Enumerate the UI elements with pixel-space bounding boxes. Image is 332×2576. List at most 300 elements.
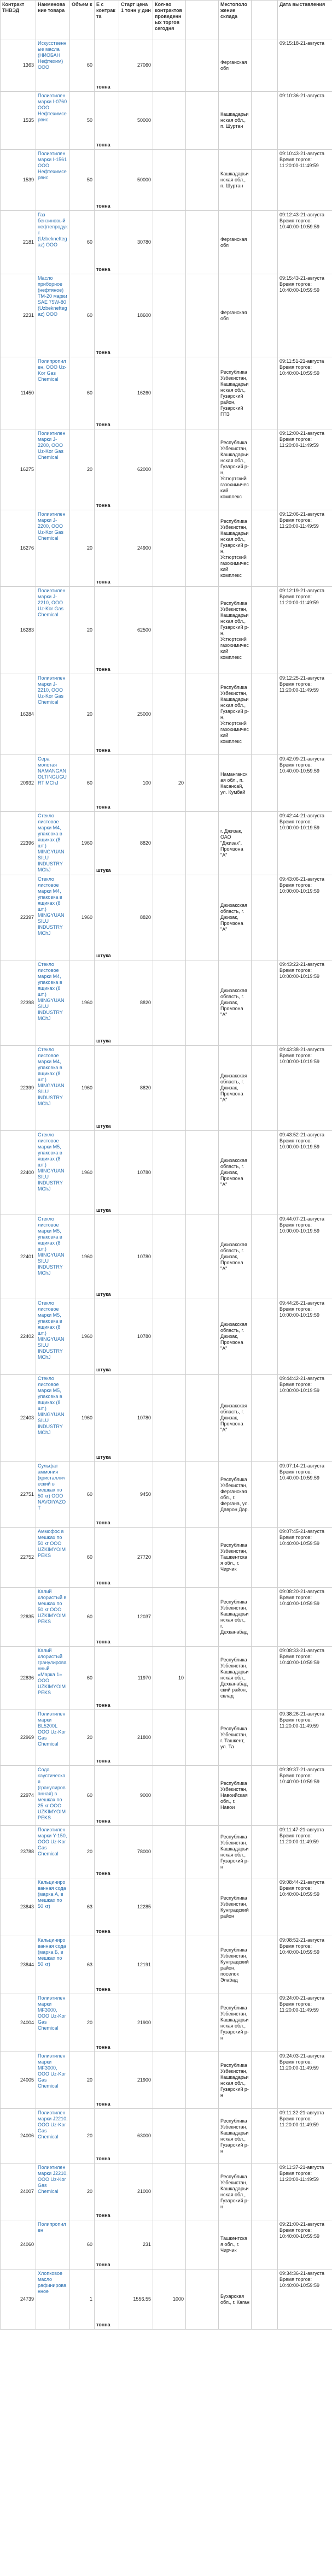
contract-cell: 2231 xyxy=(1,274,36,357)
date-cell: 09:43:06-21-августа Время торгов: 10:00:00-10:19:59 xyxy=(278,875,332,960)
place-cell: Республика Узбекистан, Ташкентская обл., г. Чирчик xyxy=(219,1528,252,1588)
product-name-link[interactable] xyxy=(36,1462,70,1528)
product-name-link[interactable] xyxy=(36,1046,70,1131)
unit-cell: тонна xyxy=(95,1462,119,1528)
empty-cell xyxy=(186,1299,219,1375)
price-cell: 12191 xyxy=(119,1936,153,1994)
price-cell: 78000 xyxy=(119,1826,153,1878)
contract-cell: 22751 xyxy=(1,1462,36,1528)
table-row xyxy=(1,510,332,587)
product-name-link[interactable] xyxy=(36,812,70,875)
product-name-link[interactable] xyxy=(36,2220,70,2270)
table-row xyxy=(1,1710,332,1766)
empty-cell-2 xyxy=(252,1046,278,1131)
price-cell: 21800 xyxy=(119,1710,153,1766)
product-name-link[interactable] xyxy=(36,1528,70,1588)
place-cell: Наманганская обл., п. Касансай, ул. Кумбай xyxy=(219,755,252,812)
product-name[interactable]: Искусственные масла (НИОБАН Нефтехим) ООО xyxy=(38,40,67,70)
product-name-link[interactable] xyxy=(36,2164,70,2220)
price-cell: 27720 xyxy=(119,1528,153,1588)
date-cell: 09:42:09-21-августа Время торгов: 10:40:00-10:59:59 xyxy=(278,755,332,812)
empty-cell-2 xyxy=(252,1994,278,2052)
product-name[interactable]: Стекло листовое марки М5, упаковка в ящиках (8 шт.) MINGYUAN SILU INDUSTRY MChJ xyxy=(38,1132,65,1192)
product-name[interactable]: Полиэтилен марки J-2210, ООО Uz-Kor Gas Chemical xyxy=(38,675,66,705)
date-cell: 09:08:52-21-августа Время торгов: 10:40:00-10:59:59 xyxy=(278,1936,332,1994)
volume-cell: 50 xyxy=(70,150,95,211)
price-cell: 8820 xyxy=(119,1046,153,1131)
place-cell: Республика Узбекистан, Кунградский район xyxy=(219,1878,252,1936)
unit-cell: тонна xyxy=(95,1936,119,1994)
count-cell xyxy=(153,1375,186,1462)
product-name[interactable]: Стекло листовое марки М4, упаковка в ящиках (8 шт.) MINGYUAN SILU INDUSTRY MChJ xyxy=(38,1047,65,1106)
product-name-link[interactable] xyxy=(36,211,70,274)
place-cell: Джизакская область, г. Джизак, Промзона "А" xyxy=(219,1215,252,1299)
empty-cell-2 xyxy=(252,674,278,755)
date-cell: 09:07:14-21-августа Время торгов: 10:40:00-10:59:59 xyxy=(278,1462,332,1528)
date-cell: 09:10:36-21-августа xyxy=(278,92,332,150)
count-cell xyxy=(153,92,186,150)
product-name[interactable]: Кальцинированная сода (марка А, в мешках по 50 кг) xyxy=(38,1879,66,1909)
place-cell: г. Джизак, ОАО "Джизак", Промзона "А" xyxy=(219,812,252,875)
contract-cell: 16276 xyxy=(1,510,36,587)
date-cell: 09:12:06-21-августа Время торгов: 11:20:00-11:49:59 xyxy=(278,510,332,587)
empty-cell xyxy=(186,1826,219,1878)
empty-cell-2 xyxy=(252,211,278,274)
date-cell: 09:15:18-21-августа xyxy=(278,39,332,92)
volume-cell: 20 xyxy=(70,429,95,510)
unit-cell: тонна xyxy=(95,2270,119,2330)
product-name[interactable]: Газ бензиновый нефтепродукт (Uzbekneftegaz) ООО xyxy=(38,212,68,247)
table-row xyxy=(1,274,332,357)
contract-cell: 16275 xyxy=(1,429,36,510)
header-date: Дата выставления xyxy=(278,1,332,39)
contract-cell: 22402 xyxy=(1,1299,36,1375)
empty-cell xyxy=(186,2052,219,2109)
price-cell: 9450 xyxy=(119,1462,153,1528)
date-cell: 09:34:36-21-августа Время торгов: 10:40:00-10:59:59 xyxy=(278,2270,332,2330)
volume-cell: 63 xyxy=(70,1936,95,1994)
table-row xyxy=(1,1046,332,1131)
unit-cell: тонна xyxy=(95,1528,119,1588)
product-name-link[interactable] xyxy=(36,357,70,429)
date-cell: 09:08:44-21-августа Время торгов: 10:40:00-10:59:59 xyxy=(278,1878,332,1936)
volume-cell: 1960 xyxy=(70,1046,95,1131)
place-cell: Джизакская область, г. Джизак, Промзона "А" xyxy=(219,960,252,1046)
product-name[interactable]: Сульфат аммония (кристаллический в мешках по 50 кг) ООО NAVOIYAZOT xyxy=(38,1463,66,1511)
product-name-link[interactable] xyxy=(36,2052,70,2109)
product-name[interactable]: Аммофос в мешках по 50 кг ООО UZKIMYOIMPEKS xyxy=(38,1529,66,1558)
product-name[interactable]: Полиэтилен марки Y-150, ООО Uz-Kor Gas Chemical xyxy=(38,1827,67,1856)
empty-cell xyxy=(186,812,219,875)
product-name-link[interactable] xyxy=(36,1131,70,1215)
product-name-link[interactable] xyxy=(36,1826,70,1878)
place-cell: Республика Узбекистан, Кашкадарьинская обл., Гузарский р-н xyxy=(219,2109,252,2164)
empty-cell-2 xyxy=(252,1299,278,1375)
unit-cell: тонна xyxy=(95,1826,119,1878)
unit-cell: тонна xyxy=(95,1647,119,1710)
unit-cell: тонна xyxy=(95,429,119,510)
place-cell: Республика Узбекистан, Кашкадарьинская обл., Гузарский район, Гузарский ГПЗ xyxy=(219,357,252,429)
volume-cell: 20 xyxy=(70,2109,95,2164)
volume-cell: 20 xyxy=(70,587,95,674)
empty-cell xyxy=(186,2270,219,2330)
table-row xyxy=(1,2220,332,2270)
date-cell: 09:07:45-21-августа Время торгов: 10:40:00-10:59:59 xyxy=(278,1528,332,1588)
table-row xyxy=(1,2164,332,2220)
header-contract: Контракт ТНВЭД xyxy=(1,1,36,39)
count-cell: 10 xyxy=(153,1647,186,1710)
empty-cell xyxy=(186,92,219,150)
empty-cell xyxy=(186,875,219,960)
contract-cell: 2181 xyxy=(1,211,36,274)
contract-cell: 1535 xyxy=(1,92,36,150)
product-name[interactable]: Полиэтилен марки I-0760 ООО Нефтехимсервис xyxy=(38,93,67,122)
product-name-link[interactable] xyxy=(36,755,70,812)
empty-cell-2 xyxy=(252,755,278,812)
count-cell xyxy=(153,2109,186,2164)
place-cell: Республика Узбекистан, Кашкадарьинская обл., Гузарский р-н, Устюртский газохимический комплекс xyxy=(219,587,252,674)
volume-cell: 20 xyxy=(70,1994,95,2052)
product-name[interactable]: Полиэтилен марки J-2210, ООО Uz-Kor Gas Chemical xyxy=(38,588,66,617)
empty-cell-2 xyxy=(252,1131,278,1215)
price-cell: 10780 xyxy=(119,1131,153,1215)
volume-cell: 20 xyxy=(70,674,95,755)
contract-cell: 22835 xyxy=(1,1588,36,1647)
product-name[interactable]: Сера молотая NAMANGAN OLTINGUGURT MChJ xyxy=(38,756,67,786)
contract-cell: 1539 xyxy=(1,150,36,211)
product-name-link[interactable] xyxy=(36,92,70,150)
product-name[interactable]: Стекло листовое марки М4, упаковка в ящиках (8 шт.) MINGYUAN SILU INDUSTRY MChJ xyxy=(38,813,65,873)
date-cell: 09:08:33-21-августа Время торгов: 10:40:00-10:59:59 xyxy=(278,1647,332,1710)
empty-cell-2 xyxy=(252,1588,278,1647)
product-name-link[interactable] xyxy=(36,1299,70,1375)
empty-cell xyxy=(186,1131,219,1215)
contract-cell: 23844 xyxy=(1,1936,36,1994)
count-cell: 1000 xyxy=(153,2270,186,2330)
place-cell: Республика Узбекистан, Кашкадарьинская обл., Гузарский р-н xyxy=(219,1826,252,1878)
place-cell: Республика Узбекистан, г. Ташкент, ул. Та xyxy=(219,1710,252,1766)
empty-cell-2 xyxy=(252,1878,278,1936)
price-cell: 12285 xyxy=(119,1878,153,1936)
empty-cell-2 xyxy=(252,875,278,960)
product-name-link[interactable] xyxy=(36,587,70,674)
empty-cell xyxy=(186,960,219,1046)
empty-cell xyxy=(186,1046,219,1131)
date-cell: 09:24:00-21-августа Время торгов: 11:20:00-11:49:59 xyxy=(278,1994,332,2052)
count-cell xyxy=(153,812,186,875)
volume-cell: 60 xyxy=(70,755,95,812)
table-row xyxy=(1,755,332,812)
count-cell xyxy=(153,674,186,755)
table-row xyxy=(1,1528,332,1588)
count-cell xyxy=(153,1710,186,1766)
unit-cell: тонна xyxy=(95,674,119,755)
product-name-link[interactable] xyxy=(36,510,70,587)
place-cell: Республика Узбекистан, Кашкадарьинская обл., Дехканабадский район, склад xyxy=(219,1647,252,1710)
volume-cell: 20 xyxy=(70,510,95,587)
price-cell: 21900 xyxy=(119,1994,153,2052)
product-name-link[interactable] xyxy=(36,39,70,92)
count-cell xyxy=(153,1994,186,2052)
count-cell xyxy=(153,150,186,211)
price-cell: 30780 xyxy=(119,211,153,274)
count-cell xyxy=(153,274,186,357)
product-name[interactable]: Полиэтилен марки BL5200L ООО Uz-Kor Gas Chemical xyxy=(38,1711,66,1747)
place-cell: Бухарская обл., г. Каган xyxy=(219,2270,252,2330)
count-cell xyxy=(153,1936,186,1994)
date-cell: 09:08:20-21-августа Время торгов: 10:40:00-10:59:59 xyxy=(278,1588,332,1647)
product-name-link[interactable] xyxy=(36,960,70,1046)
date-cell: 09:12:43-21-августа Время торгов: 10:40:00-10:59:59 xyxy=(278,211,332,274)
product-name-link[interactable] xyxy=(36,1994,70,2052)
contract-cell: 24007 xyxy=(1,2164,36,2220)
price-cell: 63000 xyxy=(119,2109,153,2164)
volume-cell: 60 xyxy=(70,1766,95,1826)
unit-cell: штука xyxy=(95,1215,119,1299)
contract-cell: 16284 xyxy=(1,674,36,755)
table-row xyxy=(1,1462,332,1528)
place-cell: Республика Узбекистан, Кашкадарьинская обл., Гузарский р-н, Устюртский газохимический комплекс xyxy=(219,674,252,755)
empty-cell xyxy=(186,211,219,274)
empty-cell-2 xyxy=(252,2052,278,2109)
date-cell: 09:44:26-21-августа Время торгов: 10:00:00-10:19:59 xyxy=(278,1299,332,1375)
product-name-link[interactable] xyxy=(36,674,70,755)
unit-cell: тонна xyxy=(95,1588,119,1647)
date-cell: 09:38:26-21-августа Время торгов: 11:20:00-11:49:59 xyxy=(278,1710,332,1766)
count-cell xyxy=(153,1528,186,1588)
empty-cell xyxy=(186,2164,219,2220)
count-cell xyxy=(153,2220,186,2270)
price-cell: 8820 xyxy=(119,812,153,875)
volume-cell: 1 xyxy=(70,2270,95,2330)
date-cell: 09:43:22-21-августа Время торгов: 10:00:00-10:19:59 xyxy=(278,960,332,1046)
table-row xyxy=(1,1994,332,2052)
volume-cell: 1960 xyxy=(70,1375,95,1462)
count-cell xyxy=(153,1131,186,1215)
count-cell xyxy=(153,2052,186,2109)
unit-cell: тонна xyxy=(95,274,119,357)
header-volume: Объем к xyxy=(70,1,95,39)
place-cell: Республика Узбекистан, Кашкадарьинская обл., Гузарский р-н xyxy=(219,2052,252,2109)
product-name-link[interactable] xyxy=(36,1710,70,1766)
empty-cell-2 xyxy=(252,274,278,357)
product-name-link[interactable] xyxy=(36,1588,70,1647)
product-name[interactable]: Стекло листовое марки М5, упаковка в ящиках (8 шт.) MINGYUAN SILU INDUSTRY MChJ xyxy=(38,1216,65,1276)
contract-cell: 23788 xyxy=(1,1826,36,1878)
place-cell: Ферганская обл xyxy=(219,274,252,357)
unit-cell: штука xyxy=(95,1299,119,1375)
empty-cell-2 xyxy=(252,2109,278,2164)
volume-cell: 20 xyxy=(70,2052,95,2109)
date-cell: 09:24:03-21-августа Время торгов: 11:20:00-11:49:59 xyxy=(278,2052,332,2109)
product-name[interactable]: Стекло листовое марки М4, упаковка в ящиках (8 шт.) MINGYUAN SILU INDUSTRY MChJ xyxy=(38,876,65,936)
empty-cell xyxy=(186,357,219,429)
unit-cell: штука xyxy=(95,1375,119,1462)
table-row xyxy=(1,1299,332,1375)
unit-cell: тонна xyxy=(95,2220,119,2270)
product-name[interactable]: Стекло листовое марки М4, упаковка в ящиках (8 шт.) MINGYUAN SILU INDUSTRY MChJ xyxy=(38,962,65,1021)
date-cell: 09:42:44-21-августа Время торгов: 10:00:00-10:19:59 xyxy=(278,812,332,875)
empty-cell xyxy=(186,755,219,812)
price-cell: 21000 xyxy=(119,2164,153,2220)
unit-cell: штука xyxy=(95,875,119,960)
product-name[interactable]: Полиэтилен марки J2210, ООО Uz-Kor Gas Chemical xyxy=(38,2165,68,2194)
product-name[interactable]: Полиэтилен марки J-2200, ООО Uz-Kor Gas Chemical xyxy=(38,511,66,541)
product-name-link[interactable] xyxy=(36,1375,70,1462)
empty-cell xyxy=(186,1462,219,1528)
unit-cell: тонна xyxy=(95,1994,119,2052)
price-cell: 25000 xyxy=(119,674,153,755)
product-name[interactable]: Полиэтилен марки I-1561 ООО Нефтехимсервис xyxy=(38,151,67,180)
product-name-link[interactable] xyxy=(36,1878,70,1936)
empty-cell-2 xyxy=(252,1766,278,1826)
count-cell xyxy=(153,1878,186,1936)
place-cell: Джизакская область, г. Джизак, Промзона "А" xyxy=(219,1046,252,1131)
date-cell: 09:43:38-21-августа Время торгов: 10:00:00-10:19:59 xyxy=(278,1046,332,1131)
place-cell: Джизакская область, г. Джизак, Промзона "А" xyxy=(219,1299,252,1375)
table-row xyxy=(1,2052,332,2109)
contract-cell: 22397 xyxy=(1,875,36,960)
table-row xyxy=(1,1375,332,1462)
empty-cell-2 xyxy=(252,587,278,674)
count-cell xyxy=(153,587,186,674)
table-row xyxy=(1,2270,332,2330)
contract-cell: 22398 xyxy=(1,960,36,1046)
product-name-link[interactable] xyxy=(36,429,70,510)
empty-cell xyxy=(186,1647,219,1710)
volume-cell: 1960 xyxy=(70,1131,95,1215)
volume-cell: 20 xyxy=(70,1710,95,1766)
contract-cell: 22969 xyxy=(1,1710,36,1766)
count-cell xyxy=(153,2164,186,2220)
empty-cell xyxy=(186,1710,219,1766)
price-cell: 50000 xyxy=(119,150,153,211)
contract-cell: 22836 xyxy=(1,1647,36,1710)
header-row xyxy=(1,1,332,39)
count-cell xyxy=(153,1046,186,1131)
table-row xyxy=(1,674,332,755)
product-name[interactable]: Стекло листовое марки М5, упаковка в ящиках (8 шт.) MINGYUAN SILU INDUSTRY MChJ xyxy=(38,1300,65,1360)
contract-cell: 22400 xyxy=(1,1131,36,1215)
place-cell: Республика Узбекистан, Кунградский район, поселок Элабад xyxy=(219,1936,252,1994)
place-cell: Республика Узбекистан, Кашкадарьинская обл., Гузарский р-н, Устюртский газохимический комплекс xyxy=(219,429,252,510)
empty-cell xyxy=(186,429,219,510)
header-name: Наименование товара xyxy=(36,1,70,39)
volume-cell: 1960 xyxy=(70,960,95,1046)
volume-cell: 60 xyxy=(70,211,95,274)
unit-cell: тонна xyxy=(95,587,119,674)
product-name[interactable]: Калий хлористый гранулированный «Марка 1» ООО UZKIMYOIMPEKS xyxy=(38,1648,67,1695)
table-row xyxy=(1,2109,332,2164)
price-cell: 16260 xyxy=(119,357,153,429)
product-name[interactable]: Калий хлористый в мешках по 50 кг ООО UZKIMYOIMPEKS xyxy=(38,1589,67,1624)
product-name[interactable]: Полиэтилен марки MF3000, ООО Uz-Kor Gas Chemical xyxy=(38,2053,66,2089)
unit-cell: тонна xyxy=(95,211,119,274)
product-name-link[interactable] xyxy=(36,1215,70,1299)
empty-cell xyxy=(186,150,219,211)
product-name-link[interactable] xyxy=(36,1647,70,1710)
product-name[interactable]: Полипропилен, ООО Uz-Kor Gas Chemical xyxy=(38,358,67,382)
empty-cell-2 xyxy=(252,1936,278,1994)
place-cell: Кашкадарьинская обл., п. Шуртан xyxy=(219,150,252,211)
product-name[interactable]: Масло приборное (нефтяное) ТМ-20 марки SAE 75W-80 (Uzbekneftegaz) ООО xyxy=(38,275,67,317)
price-cell: 231 xyxy=(119,2220,153,2270)
empty-cell-2 xyxy=(252,357,278,429)
unit-cell: тонна xyxy=(95,1710,119,1766)
date-cell: 09:11:37-21-августа Время торгов: 11:20:00-11:49:59 xyxy=(278,2164,332,2220)
unit-cell: тонна xyxy=(95,510,119,587)
count-cell xyxy=(153,39,186,92)
volume-cell: 63 xyxy=(70,1878,95,1936)
empty-cell-2 xyxy=(252,1375,278,1462)
volume-cell: 60 xyxy=(70,1528,95,1588)
unit-cell: тонна xyxy=(95,357,119,429)
contract-cell: 24006 xyxy=(1,2109,36,2164)
product-name-link[interactable] xyxy=(36,2270,70,2330)
empty-cell-2 xyxy=(252,960,278,1046)
empty-cell xyxy=(186,1994,219,2052)
unit-cell: тонна xyxy=(95,2109,119,2164)
product-name-link[interactable] xyxy=(36,875,70,960)
product-name[interactable]: Кальцинированная сода (марка Б, в мешках по 50 кг) xyxy=(38,1937,66,1967)
count-cell xyxy=(153,1215,186,1299)
product-name[interactable]: Полипропилен xyxy=(38,2221,66,2233)
product-name[interactable]: Полиэтилен марки MF3000, ООО Uz-Kor Gas Chemical xyxy=(38,1995,66,2031)
date-cell: 09:11:47-21-августа Время торгов: 11:20:00-11:49:59 xyxy=(278,1826,332,1878)
empty-cell-2 xyxy=(252,510,278,587)
product-name-link[interactable] xyxy=(36,2109,70,2164)
product-name-link[interactable] xyxy=(36,274,70,357)
table-row xyxy=(1,1936,332,1994)
date-cell: 09:39:37-21-августа Время торгов: 10:40:00-10:59:59 xyxy=(278,1766,332,1826)
volume-cell: 60 xyxy=(70,357,95,429)
place-cell: Республика Узбекистан, Навоийская обл., г. Навои xyxy=(219,1766,252,1826)
product-name[interactable]: Полиэтилен марки J2210, ООО Uz-Kor Gas Chemical xyxy=(38,2110,68,2139)
price-cell: 18600 xyxy=(119,274,153,357)
contract-cell: 23843 xyxy=(1,1878,36,1936)
volume-cell: 1960 xyxy=(70,1299,95,1375)
product-name[interactable]: Сода каустическая (гранулированная) в мешках по 25 кг ООО UZKIMYOIMPEKS xyxy=(38,1767,66,1820)
table-row xyxy=(1,211,332,274)
empty-cell-2 xyxy=(252,2220,278,2270)
date-cell: 09:15:43-21-августа Время торгов: 10:40:00-10:59:59 xyxy=(278,274,332,357)
empty-cell xyxy=(186,274,219,357)
empty-cell-2 xyxy=(252,1710,278,1766)
table-row xyxy=(1,587,332,674)
table-row xyxy=(1,1647,332,1710)
volume-cell: 60 xyxy=(70,1588,95,1647)
unit-cell: тонна xyxy=(95,755,119,812)
volume-cell: 20 xyxy=(70,1826,95,1878)
empty-cell xyxy=(186,510,219,587)
product-name-link[interactable] xyxy=(36,1936,70,1994)
empty-cell-2 xyxy=(252,1528,278,1588)
contract-cell: 24739 xyxy=(1,2270,36,2330)
empty-cell xyxy=(186,1766,219,1826)
product-name[interactable]: Стекло листовое марки М5, упаковка в ящиках (8 шт.) MINGYUAN SILU INDUSTRY MChJ xyxy=(38,1376,65,1435)
volume-cell: 1960 xyxy=(70,875,95,960)
product-name-link[interactable] xyxy=(36,150,70,211)
volume-cell: 20 xyxy=(70,2164,95,2220)
product-name-link[interactable] xyxy=(36,1766,70,1826)
volume-cell: 60 xyxy=(70,2220,95,2270)
empty-cell-2 xyxy=(252,1826,278,1878)
contract-cell: 24004 xyxy=(1,1994,36,2052)
product-name[interactable]: Полиэтилен марки J-2200, ООО Uz-Kor Gas Chemical xyxy=(38,431,66,460)
count-cell xyxy=(153,510,186,587)
product-name[interactable]: Хлопковое масло рафинированное xyxy=(38,2271,67,2294)
empty-cell-2 xyxy=(252,92,278,150)
